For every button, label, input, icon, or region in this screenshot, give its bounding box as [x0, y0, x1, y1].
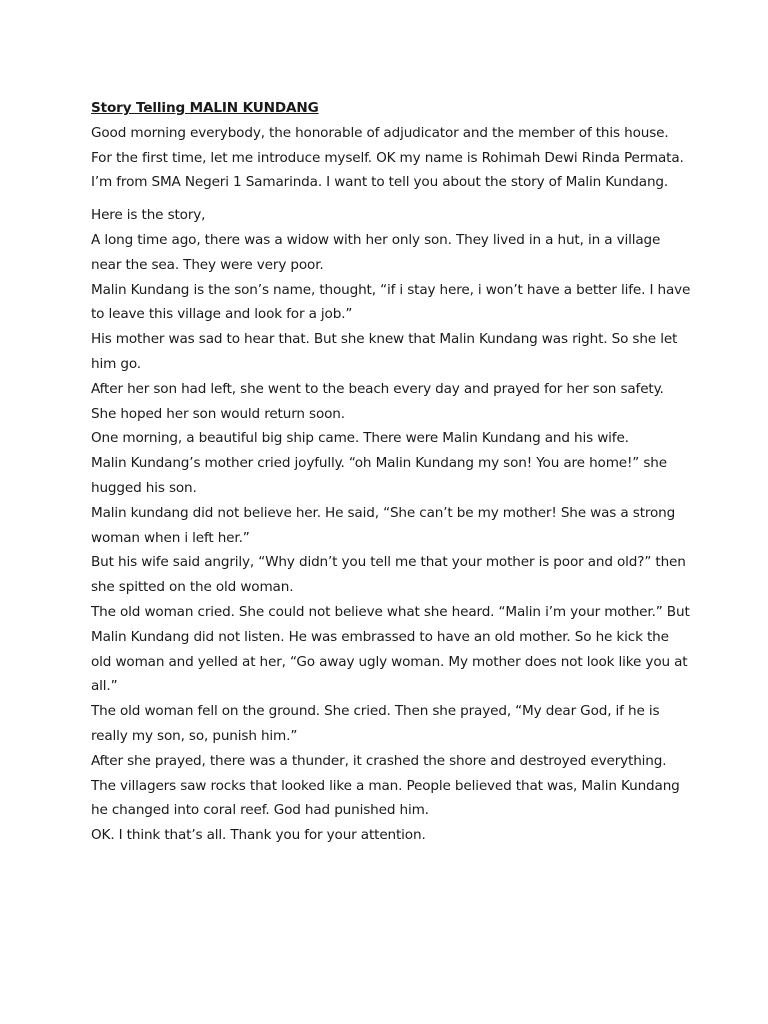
paragraph-thunder: After she prayed, there was a thunder, it crashed the shore and destroyed everything. The villagers saw rocks that looked like a man. People believed that was, Malin Kundang he changed into coral reef. God had punished him. — [91, 752, 680, 819]
paragraph-ship-arrives: One morning, a beautiful big ship came. There were Malin Kundang and his wife. — [91, 430, 629, 447]
paragraph-mother-joy: Malin Kundang’s mother cried joyfully. “oh Malin Kundang my son! You are home!” she hugged his son. — [91, 455, 667, 496]
paragraph-closing: OK. I think that’s all. Thank you for your attention. — [91, 827, 426, 844]
paragraph-mother-sad: His mother was sad to hear that. But she knew that Malin Kundang was right. So she let him go. — [91, 331, 678, 372]
document-body — [91, 96, 691, 848]
document-title: Story Telling MALIN KUNDANG — [91, 100, 319, 116]
paragraph-beach-prayer: After her son had left, she went to the beach every day and prayed for her son safety. She hoped her son would return soon. — [91, 380, 664, 422]
paragraph-malin-denies: Malin kundang did not believe her. He said, “She can’t be my mother! She was a strong woman when i left her.” — [91, 504, 676, 546]
paragraph-greeting: Good morning everybody, the honorable of adjudicator and the member of this house. — [91, 124, 669, 141]
paragraph-story-intro: Here is the story, — [91, 207, 206, 224]
paragraph-widow: A long time ago, there was a widow with her only son. They lived in a hut, in a village near the sea. They were very poor. — [91, 231, 661, 273]
paragraph-wife-angry: But his wife said angrily, “Why didn’t you tell me that your mother is poor and old?” then she spitted on the old woman. — [91, 554, 686, 596]
paragraph-prayer: The old woman fell on the ground. She cried. Then she prayed, “My dear God, if he is really my son, so, punish him.” — [91, 703, 660, 744]
paragraph-malin-thought: Malin Kundang is the son’s name, thought, “if i stay here, i won’t have a better life. I have to leave this village and look for a job.” — [91, 281, 691, 323]
paragraph-introduction: For the first time, let me introduce myself. OK my name is Rohimah Dewi Rinda Permata. I’m from SMA Negeri 1 Samarinda. I want to tell you about the story of Malin Kundang. — [91, 149, 684, 191]
paragraph-old-woman-cried: The old woman cried. She could not believe what she heard. “Malin i’m your mother.” But Malin Kundang did not listen. He was embrassed to have an old mother. So he kick the old woman and yelled at her, “Go away ugly woman. My mother does not look like you at all.” — [91, 603, 690, 695]
